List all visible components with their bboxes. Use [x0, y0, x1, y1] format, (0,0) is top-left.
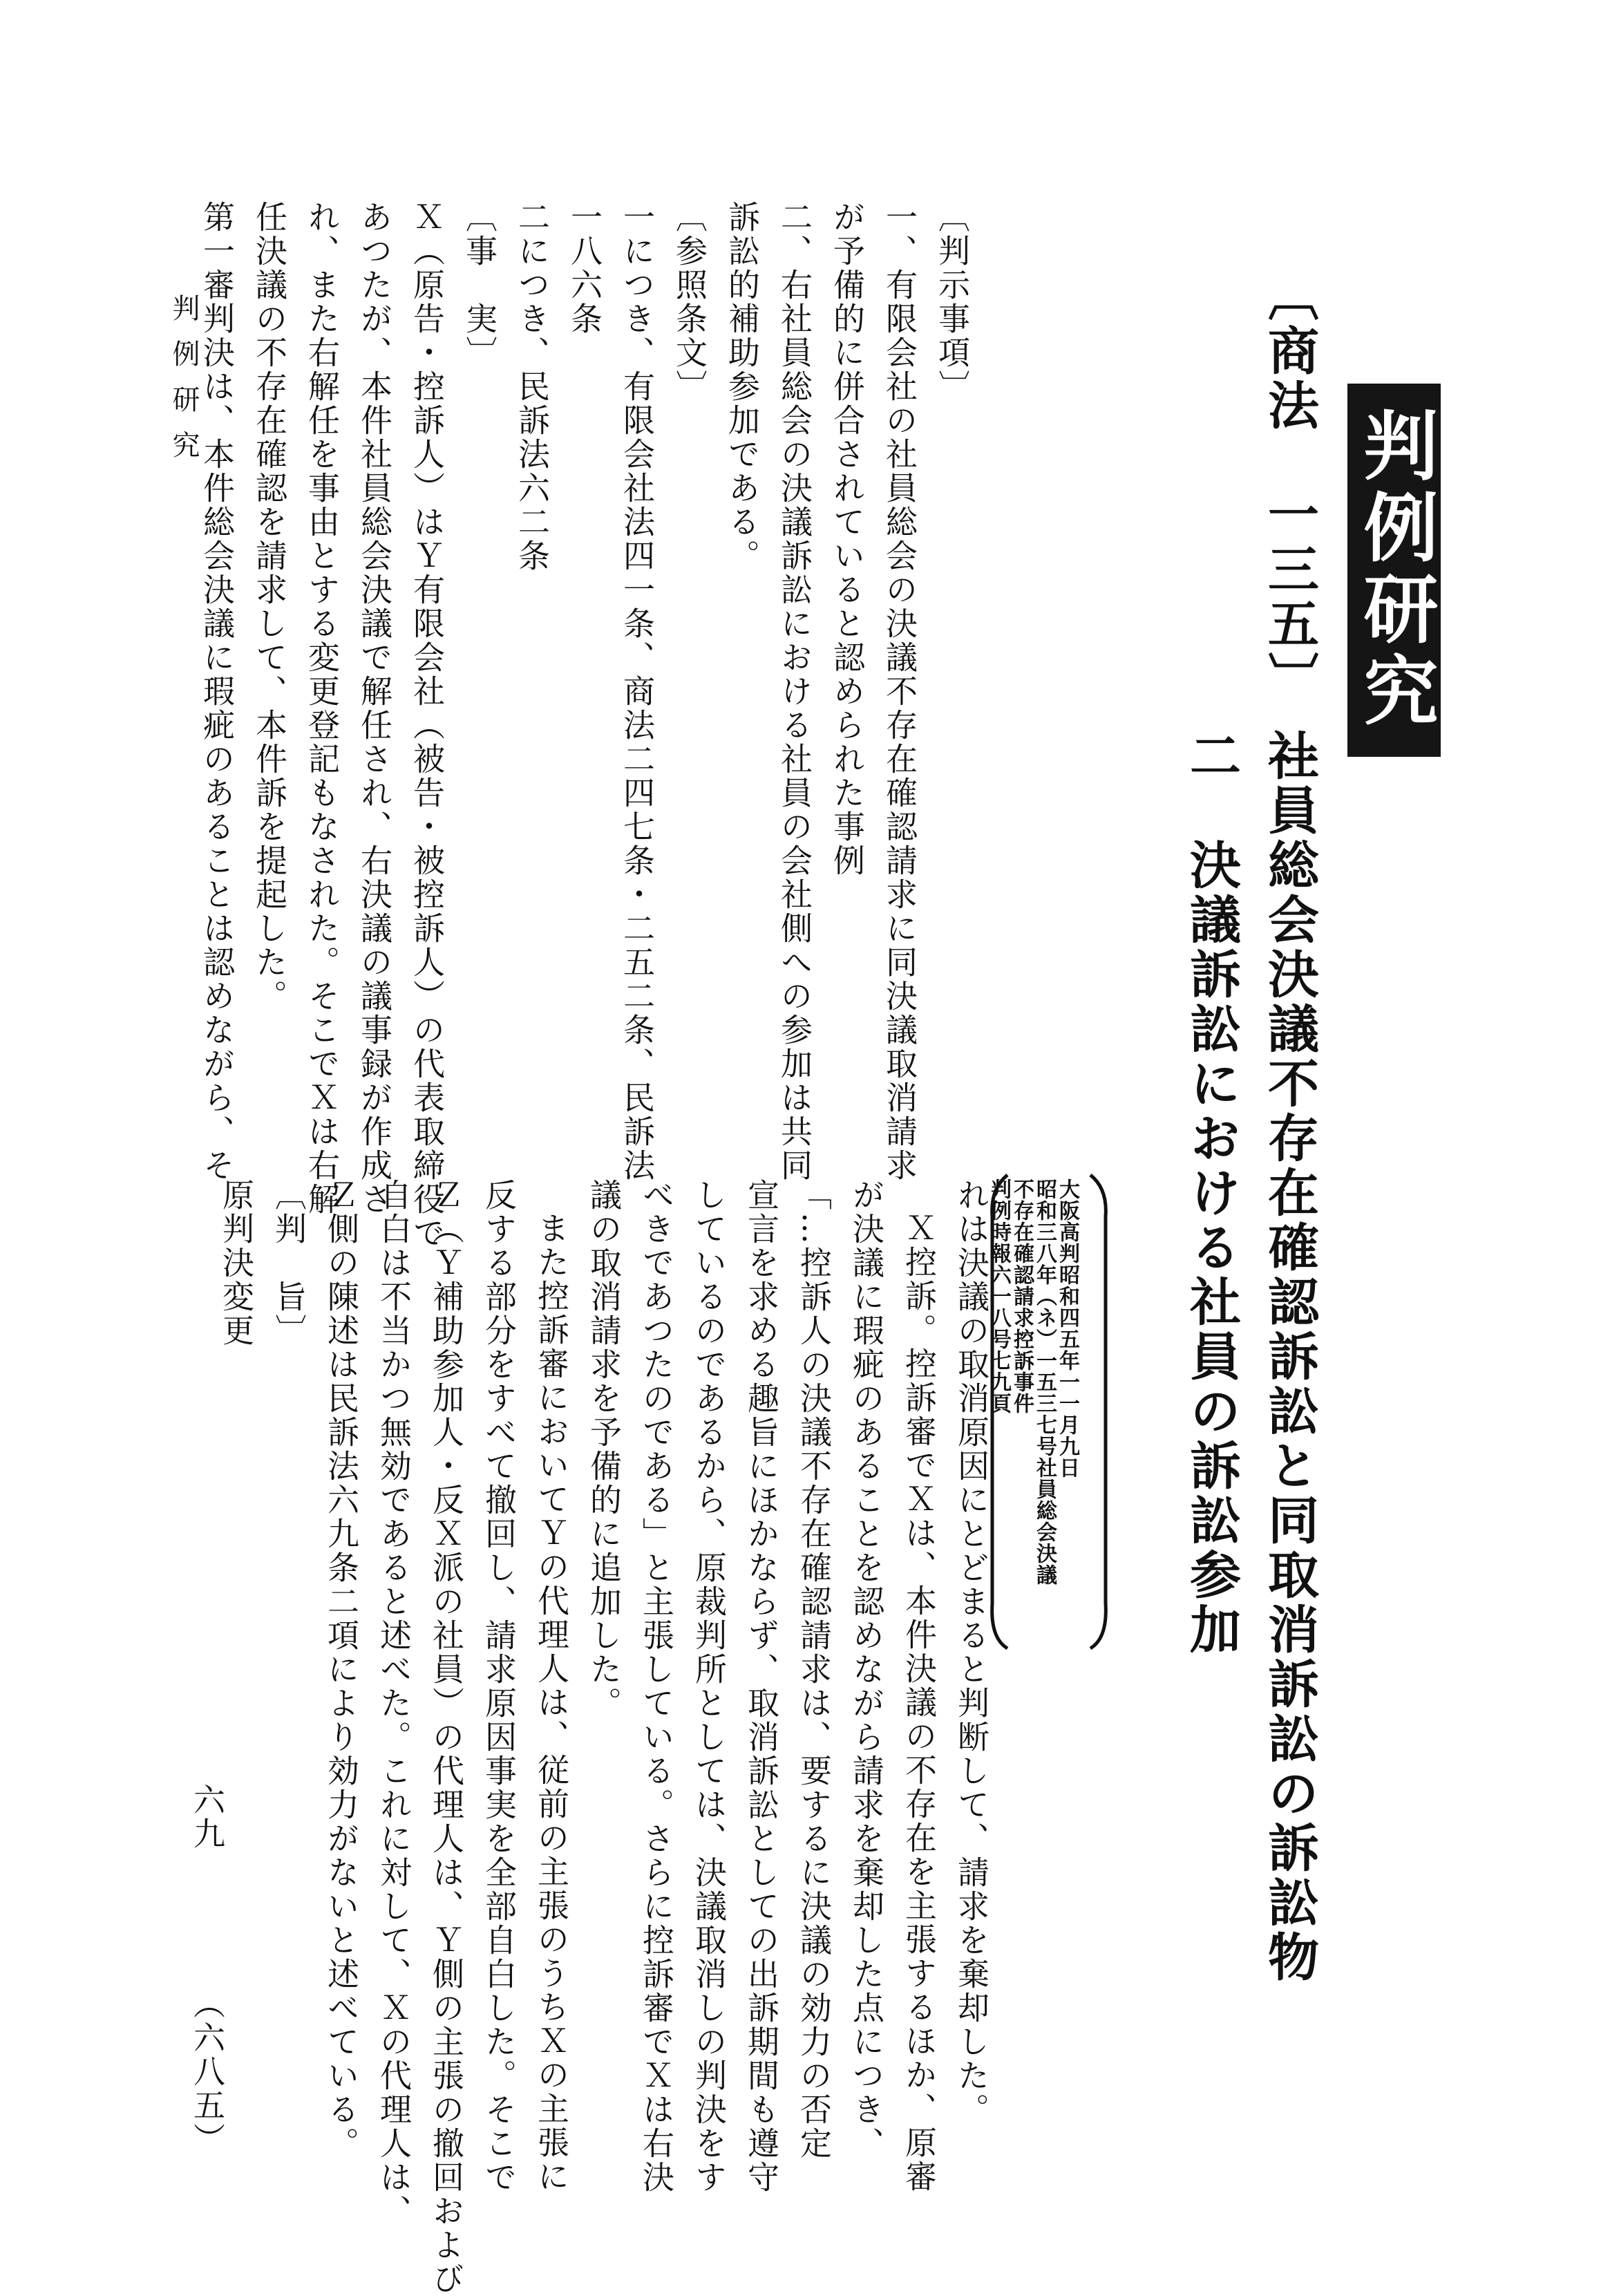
text-column: が予備的に併合されていると認められた事例	[828, 200, 866, 878]
text-column: 第一審判決は、本件総会決議に瑕疵のあることは認めながら、そ	[198, 200, 236, 1183]
text-column: あつたが、本件社員総会決議で解任され、右決議の議事録が作成さ	[356, 200, 393, 1216]
page-number: 六九	[189, 1783, 226, 1851]
text-column: 〔参照条文〕	[671, 200, 708, 404]
case-category: 〔商法 一三五〕 一	[1260, 270, 1319, 790]
text-column: 宣言を求める趣旨にほかならず、取消訴訟としての出訴期間も遵守	[743, 1178, 780, 2194]
total-page-number: （六八五）	[189, 1987, 226, 2156]
text-column: Ｚ側の陳述は民訴法六九条二項により効力がないと述べている。	[323, 1178, 360, 2161]
citation-line: 昭和三八年（ネ）一五三七号社員総会決議	[1032, 1178, 1057, 1585]
citation-line: 不存在確認請求控訴事件	[1010, 1178, 1034, 1414]
citation-line: 判例時報六一八号七九頁	[987, 1178, 1011, 1414]
text-column: 二、右社員総会の決議訴訟における社員の会社側への参加は共同	[776, 200, 813, 1183]
text-column: 議の取消請求を予備的に追加した。	[585, 1178, 623, 1720]
text-column: 反する部分をすべて撤回し、請求原因事実を全部自白した。そこで	[480, 1178, 518, 2194]
text-column: 二につき、民訴法六二条	[513, 200, 551, 573]
text-column: Ｚ（Ｙ補助参加人・反Ｘ派の社員）の代理人は、Ｙ側の主張の撤回および	[428, 1178, 465, 2296]
text-column: 一八六条	[566, 200, 603, 336]
text-column: が決議に瑕疵のあることを認めながら請求を棄却した点につき、	[848, 1178, 885, 2161]
text-column: 任決議の不存在確認を請求して、本件訴を提起した。	[251, 200, 288, 1013]
text-column: また控訴審においてＹの代理人は、従前の主張のうちＸの主張に	[533, 1212, 570, 2194]
text-column: 自白は不当かつ無効であると述べた。これに対して、Ｘの代理人は、	[375, 1178, 413, 2228]
text-column: れは決議の取消原因にとどまると判断して、請求を棄却した。	[953, 1178, 990, 2127]
text-column: べきであつたのである」と主張している。さらに控訴審でＸは右決	[638, 1178, 675, 2194]
text-column: しているのであるから、原裁判所としては、決議取消しの判決をす	[690, 1178, 728, 2194]
text-column: 〔判 旨〕	[270, 1178, 307, 1348]
section-badge: 判例研究	[1347, 384, 1441, 757]
title-line-2: 二 決議訴訟における社員の訴訟参加	[1182, 729, 1241, 1657]
text-column: 「…控訴人の決議不存在確認請求は、要するに決議の効力の否定	[795, 1178, 833, 2161]
text-column: Ｘ控訴。控訴審でＸは、本件決議の不存在を主張するほか、原審	[900, 1212, 938, 2194]
text-column: れ、また右解任を事由とする変更登記もなされた。そこでＸは右解	[303, 200, 341, 1216]
text-column: 一につき、有限会社法四一条、商法二四七条・二五二条、民訴法	[618, 200, 656, 1183]
text-column: 一、有限会社の社員総会の決議不存在確認請求に同決議取消請求	[881, 200, 918, 1183]
text-column: Ｘ（原告・控訴人）はＹ有限会社（被告・被控訴人）の代表取締役で	[408, 200, 446, 1250]
citation-line: 大阪高判昭和四五年一一月九日	[1055, 1178, 1079, 1478]
text-column: 〔判示事項〕	[934, 200, 971, 404]
citation-bracket	[987, 1161, 1111, 1659]
text-column: 〔事 実〕	[461, 200, 498, 370]
running-head: 判例研究	[168, 294, 200, 476]
title-line-1: 社員総会決議不存在確認訴訟と同取消訴訟の訴訟物	[1260, 729, 1319, 1985]
text-column: 訴訟的補助参加である。	[723, 200, 761, 573]
text-column: 原判決変更	[218, 1178, 255, 1348]
